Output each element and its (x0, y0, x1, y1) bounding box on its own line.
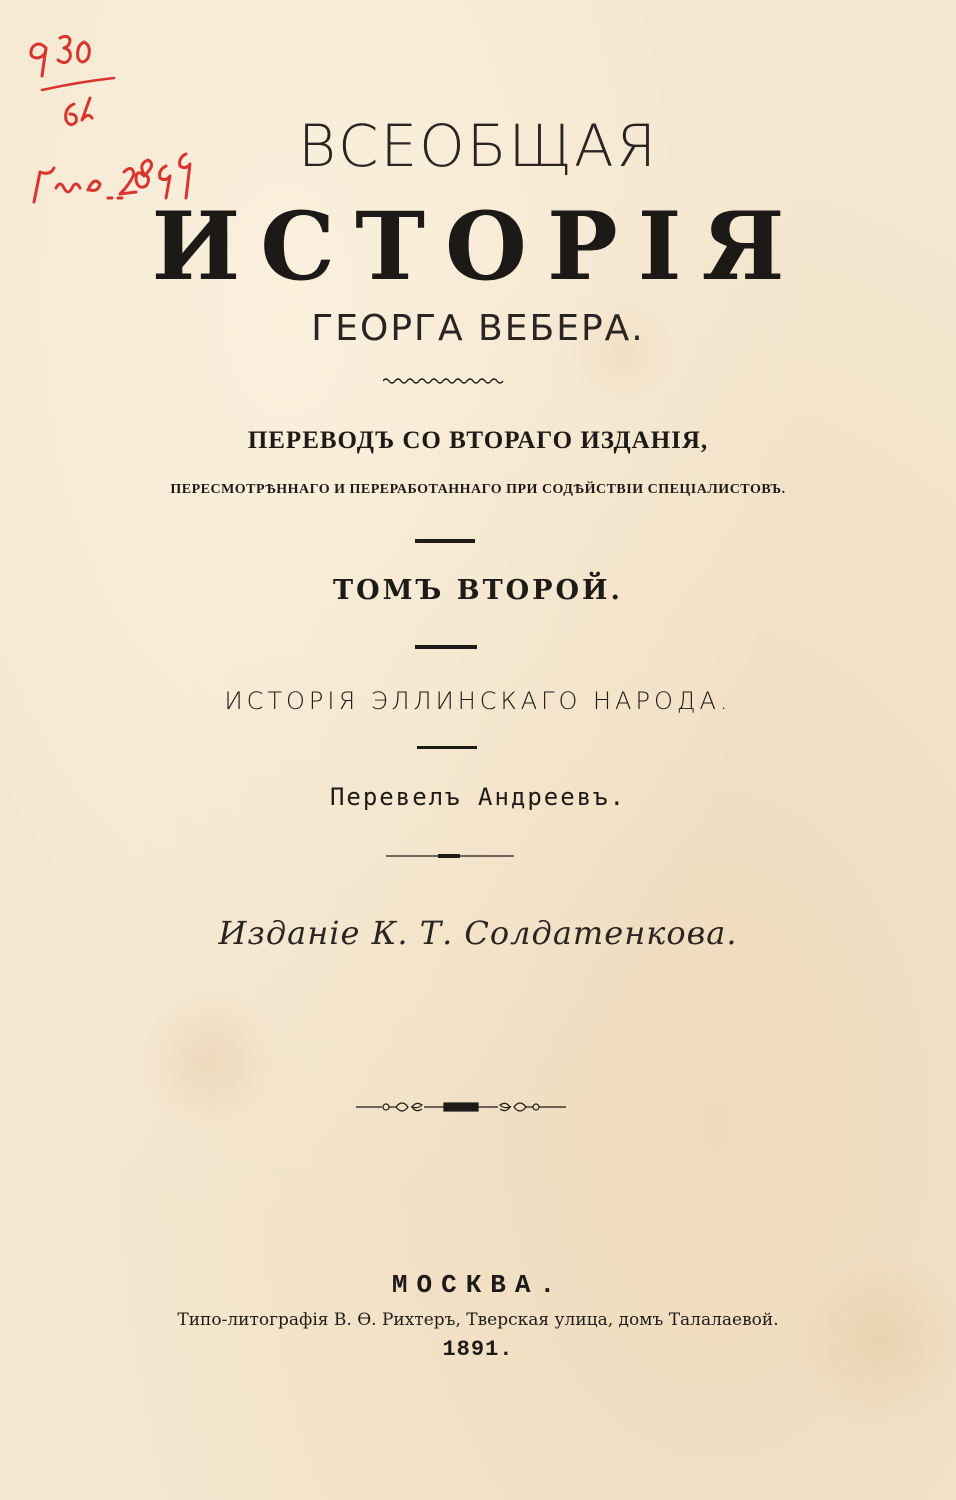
author-line: ГЕОРГА ВЕБЕРА. (311, 308, 645, 349)
divider-rule (415, 645, 477, 649)
translation-line-1: ПЕРЕВОДЪ СО ВТОРАГО ИЗДАНІЯ, (247, 427, 709, 454)
divider-rule (415, 539, 475, 543)
title-line-1: ВСЕОБЩАЯ (297, 112, 658, 180)
divider-rule (417, 746, 477, 749)
imprint-printer: Типо-литографія В. Ѳ. Рихтеръ, Тверская улица, домъ Талалаевой. (177, 1310, 779, 1330)
translation-line-2: ПЕРЕСМОТРѢННАГО И ПЕРЕРАБОТАННАГО ПРИ СОДѢЙСТВІИ СПЕЦІАЛИСТОВЪ. (170, 482, 786, 497)
imprint-city: МОСКВА. (391, 1270, 565, 1300)
scroll-ornament (356, 1097, 566, 1117)
wavy-rule-ornament (383, 376, 505, 386)
translator-line: Перевелъ Андреевъ. (329, 783, 627, 811)
volume-line: ТОМЪ ВТОРОЙ. (333, 575, 623, 606)
title-line-2: ИСТОРІЯ (151, 192, 805, 302)
subject-line: ИСТОРІЯ ЭЛЛИНСКАГО НАРОДА. (224, 687, 732, 715)
imprint-year: 1891. (442, 1337, 514, 1362)
dash-rule-ornament (386, 852, 514, 860)
edition-line: Изданіе К. Т. Солдатенкова. (218, 914, 738, 952)
